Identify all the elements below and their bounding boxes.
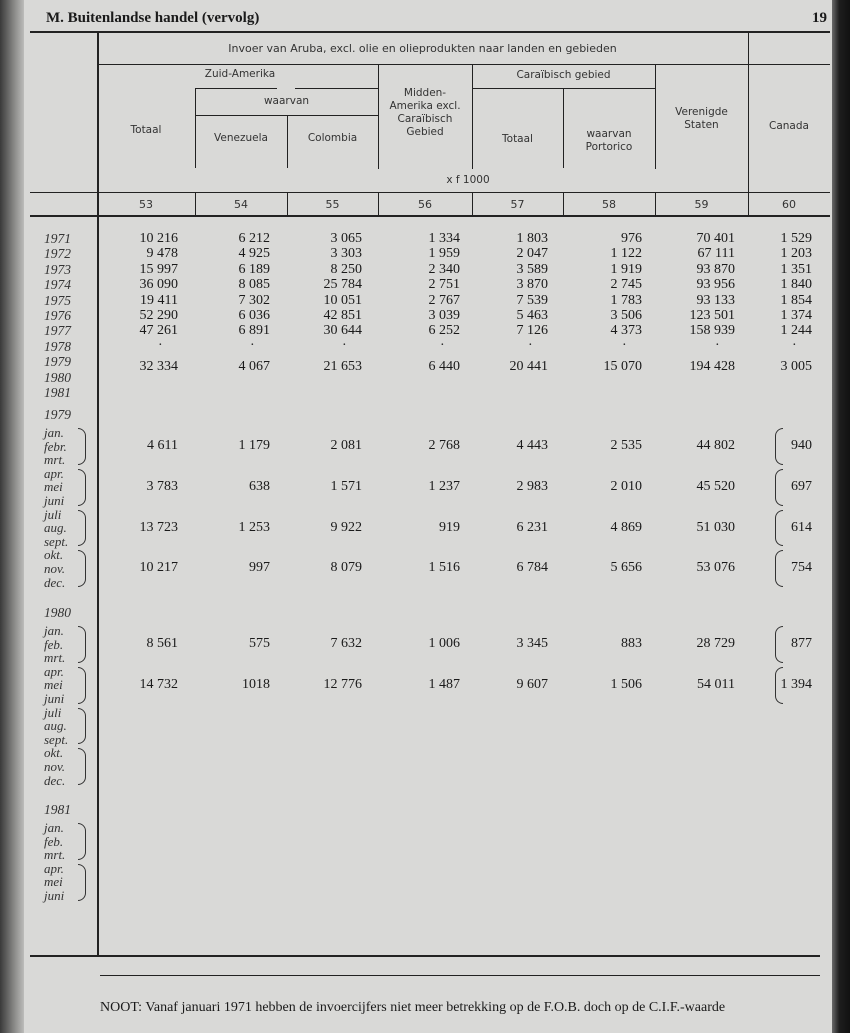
table-cell: 20 441 xyxy=(509,359,548,375)
table-cell: 1 529 xyxy=(780,231,812,246)
table-cell: 51 030 xyxy=(696,519,735,535)
table-cell: 4 925 xyxy=(238,246,270,262)
table-cell: 2 010 xyxy=(610,478,642,494)
table-cell: 1 394 xyxy=(780,676,812,692)
table-cell: 42 851 xyxy=(323,308,362,323)
totaal-header: Totaal xyxy=(130,124,162,136)
table-cell: 1018 xyxy=(242,676,270,692)
quarter-brace xyxy=(775,626,783,663)
month-label: apr. xyxy=(44,465,64,481)
col-rule xyxy=(655,193,656,215)
colnum-rule xyxy=(30,215,830,217)
col-rule xyxy=(563,193,564,215)
year-label: 1981 xyxy=(44,802,71,817)
table-cell: 754 xyxy=(791,560,812,576)
venezuela-header: Venezuela xyxy=(214,132,268,144)
table-cell: 1 803 xyxy=(516,231,548,246)
year-label: 1976 xyxy=(44,308,71,323)
header-rule xyxy=(195,88,277,89)
table-cell: 1 122 xyxy=(610,246,642,262)
month-label: dec. xyxy=(44,772,66,788)
month-label: mei xyxy=(44,874,63,890)
month-label: mei xyxy=(44,479,63,495)
table-cell: 8 085 xyxy=(238,277,270,293)
table-cell: 9 607 xyxy=(516,676,548,692)
month-label: jan. xyxy=(44,425,64,440)
table-cell: 3 783 xyxy=(146,478,178,494)
table-cell: 2 340 xyxy=(428,261,460,277)
year-label: 1979 xyxy=(44,354,71,370)
table-cell: 8 561 xyxy=(146,636,178,651)
table-cell: 3 870 xyxy=(516,277,548,293)
table-cell: 30 644 xyxy=(323,323,362,339)
footnote: NOOT: Vanaf januari 1971 hebben de invoercijfers niet meer betrekking op de F.O.B. doch op de C.I.F.-waarde xyxy=(100,1000,726,1015)
table-cell: 997 xyxy=(249,560,270,576)
table-cell: 47 261 xyxy=(139,323,178,339)
table-cell: 4 443 xyxy=(516,438,548,453)
table-cell: 3 345 xyxy=(516,636,548,651)
month-label: mrt. xyxy=(44,650,66,666)
month-label: juni xyxy=(44,493,65,508)
caraibisch-header: Caraïbisch gebied xyxy=(516,69,611,81)
table-cell: 7 539 xyxy=(516,292,548,308)
year-label: 1978 xyxy=(44,338,71,354)
month-label: juni xyxy=(44,691,65,706)
table-cell: 2 745 xyxy=(610,277,642,293)
table-cell: 2 535 xyxy=(610,438,642,453)
table-cell: 12 776 xyxy=(323,676,362,692)
table-cell: 4 373 xyxy=(610,323,642,339)
table-cell: 940 xyxy=(791,438,812,453)
month-label: mei xyxy=(44,677,63,693)
column-number: 53 xyxy=(139,198,153,211)
month-label: sept. xyxy=(44,731,69,747)
col-rule xyxy=(195,193,196,215)
table-cell: 52 290 xyxy=(139,308,178,323)
no-data-dot: · xyxy=(528,337,533,353)
table-cell: 4 869 xyxy=(610,519,642,535)
year-label: 1972 xyxy=(44,246,71,262)
table-cell: 4 611 xyxy=(147,438,178,453)
table-cell: 10 217 xyxy=(139,560,178,576)
table-cell: 7 632 xyxy=(330,636,362,651)
table-cell: 2 768 xyxy=(428,438,460,453)
table-cell: 575 xyxy=(249,636,270,651)
table-cell: 14 732 xyxy=(139,676,178,692)
table-cell: 9 478 xyxy=(146,246,178,262)
table-cell: 638 xyxy=(249,478,270,494)
main-title: Invoer van Aruba, excl. olie en olieprodukten naar landen en gebieden xyxy=(228,42,617,55)
quarter-brace xyxy=(78,708,86,745)
table-cell: 883 xyxy=(621,636,642,651)
unit-label: x f 1000 xyxy=(446,174,490,186)
table-cell: 8 079 xyxy=(330,560,362,576)
table-cell: 44 802 xyxy=(696,438,735,453)
table-cell: 53 076 xyxy=(696,560,735,576)
page-number: 19 xyxy=(812,10,827,26)
table-cell: 36 090 xyxy=(139,277,178,293)
table-cell: 5 463 xyxy=(516,308,548,323)
month-label: apr. xyxy=(44,663,64,679)
table-cell: 10 051 xyxy=(323,292,362,308)
table-cell: 614 xyxy=(791,519,812,535)
table-cell: 1 919 xyxy=(610,261,642,277)
section-title: M. Buitenlandse handel (vervolg) xyxy=(46,10,260,26)
year-label: 1974 xyxy=(44,277,71,293)
quarter-brace xyxy=(78,626,86,663)
canada-header: Canada xyxy=(769,120,809,132)
table-cell: 1 516 xyxy=(428,560,460,576)
table-cell: 877 xyxy=(791,636,812,651)
table-cell: 3 303 xyxy=(330,246,362,262)
year-label: 1971 xyxy=(44,231,71,246)
no-data-dot: · xyxy=(715,337,720,353)
table-cell: 25 784 xyxy=(323,277,362,293)
year-label: 1980 xyxy=(44,605,71,620)
month-label: jan. xyxy=(44,820,64,835)
table-cell: 3 589 xyxy=(516,261,548,277)
colombia-header: Colombia xyxy=(307,132,358,144)
no-data-dot: · xyxy=(440,337,445,353)
table-cell: 93 133 xyxy=(696,292,735,308)
year-label: 1980 xyxy=(44,369,71,385)
table-cell: 976 xyxy=(621,231,642,246)
table-cell: 158 939 xyxy=(689,323,735,339)
no-data-dot: · xyxy=(158,337,163,353)
table-cell: 697 xyxy=(791,478,812,494)
table-cell: 5 656 xyxy=(610,560,642,576)
table-cell: 9 922 xyxy=(330,519,362,535)
quarter-brace xyxy=(78,823,86,860)
no-data-dot: · xyxy=(342,337,347,353)
table-cell: 2 751 xyxy=(428,277,460,293)
binding-edge xyxy=(832,0,850,1033)
table-cell: 1 179 xyxy=(238,438,270,453)
quarter-brace xyxy=(78,667,86,704)
month-label: feb. xyxy=(44,636,64,652)
table-cell: 7 126 xyxy=(516,323,548,339)
table-cell: 3 506 xyxy=(610,308,642,323)
table-cell: 1 840 xyxy=(780,277,812,293)
year-label: 1973 xyxy=(44,261,71,277)
month-label: juli xyxy=(44,506,62,522)
table-cell: 45 520 xyxy=(696,478,735,494)
column-number: 59 xyxy=(694,198,709,211)
table-cell: 123 501 xyxy=(689,308,735,323)
note-rule xyxy=(100,975,820,976)
table-cell: 70 401 xyxy=(696,231,735,246)
quarter-brace xyxy=(78,550,86,587)
table-cell: 6 252 xyxy=(428,323,460,339)
quarter-brace xyxy=(775,550,783,587)
month-label: febr. xyxy=(44,438,67,454)
col-rule xyxy=(472,193,473,215)
table-cell: 3 039 xyxy=(428,308,460,323)
col-rule xyxy=(378,193,379,215)
portorico-header: waarvan Portorico xyxy=(585,128,633,153)
column-number: 55 xyxy=(325,198,340,211)
table-cell: 1 244 xyxy=(780,323,812,339)
table-cell: 28 729 xyxy=(696,636,735,651)
quarter-brace xyxy=(78,864,86,901)
colnum-rule xyxy=(30,192,830,193)
table-cell: 1 237 xyxy=(428,478,460,494)
month-label: aug. xyxy=(44,718,67,734)
col-rule xyxy=(748,193,749,215)
waarvan-header: waarvan xyxy=(263,95,310,107)
month-label: nov. xyxy=(44,561,66,576)
previous-page-edge xyxy=(0,0,24,1033)
month-label: aug. xyxy=(44,520,67,536)
table-cell: 2 983 xyxy=(516,478,548,494)
car-totaal-header: Totaal xyxy=(502,133,533,145)
table-cell: 3 065 xyxy=(330,231,362,246)
bottom-rule xyxy=(30,955,820,957)
table-cell: 6 891 xyxy=(238,323,270,339)
column-number: 57 xyxy=(510,198,525,211)
quarter-brace xyxy=(78,469,86,506)
quarter-brace xyxy=(78,428,86,465)
quarter-brace xyxy=(775,510,783,547)
table-cell: 6 189 xyxy=(238,261,270,277)
month-label: juli xyxy=(44,704,62,720)
month-label: mrt. xyxy=(44,452,66,468)
table-cell: 4 067 xyxy=(238,359,270,375)
quarter-brace xyxy=(78,748,86,785)
table-left-rule xyxy=(97,33,99,955)
month-label: dec. xyxy=(44,574,66,590)
col-rule xyxy=(287,193,288,215)
month-label: okt. xyxy=(44,547,64,563)
month-label: okt. xyxy=(44,745,64,761)
vs-header: Verenigde Staten xyxy=(675,106,728,131)
table-cell: 6 231 xyxy=(516,519,548,535)
month-label: feb. xyxy=(44,833,64,849)
table-cell: 1 374 xyxy=(780,308,812,323)
table-cell: 7 302 xyxy=(238,292,270,308)
month-label: juni xyxy=(44,888,65,903)
no-data-dot: · xyxy=(622,337,627,353)
month-label: sept. xyxy=(44,533,69,549)
zuid-amerika-header: Zuid-Amerika xyxy=(204,68,276,80)
table-cell: 2 081 xyxy=(330,438,362,453)
table-cell: 19 411 xyxy=(140,292,178,308)
table-cell: 6 784 xyxy=(516,560,548,576)
table-cell: 6 036 xyxy=(238,308,270,323)
year-label: 1979 xyxy=(44,407,71,422)
table-cell: 3 005 xyxy=(780,359,812,375)
table-cell: 2 047 xyxy=(516,246,548,262)
table-cell: 2 767 xyxy=(428,292,460,308)
table-cell: 1 203 xyxy=(780,246,812,262)
table-cell: 919 xyxy=(439,519,460,535)
table-cell: 67 111 xyxy=(697,246,735,262)
header-rule xyxy=(97,64,830,65)
table-cell: 13 723 xyxy=(139,519,178,535)
header-rule xyxy=(295,88,378,89)
table-cell: 1 571 xyxy=(330,478,362,494)
table-cell: 1 334 xyxy=(428,231,460,246)
table-cell: 93 870 xyxy=(696,261,735,277)
month-label: jan. xyxy=(44,623,64,638)
month-label: nov. xyxy=(44,759,66,774)
table-cell: 1 506 xyxy=(610,676,642,692)
table-cell: 1 783 xyxy=(610,292,642,308)
table-cell: 1 253 xyxy=(238,519,270,535)
column-number: 56 xyxy=(418,198,432,211)
table-cell: 1 487 xyxy=(428,676,460,692)
column-number: 54 xyxy=(234,198,248,211)
table-cell: 6 440 xyxy=(428,359,460,375)
year-label: 1981 xyxy=(44,385,71,400)
quarter-brace xyxy=(775,428,783,465)
table-cell: 194 428 xyxy=(689,359,735,375)
month-label: mrt. xyxy=(44,847,66,863)
table-cell: 32 334 xyxy=(139,359,178,375)
midden-amerika-header: Midden- Amerika excl. Caraïbisch Gebied xyxy=(389,87,461,138)
table-cell: 1 351 xyxy=(780,261,812,277)
table-cell: 15 997 xyxy=(139,261,178,277)
table-cell: 21 653 xyxy=(323,359,362,375)
year-label: 1975 xyxy=(44,292,71,308)
table-cell: 10 216 xyxy=(139,231,178,246)
table-cell: 6 212 xyxy=(238,231,270,246)
table-cell: 1 006 xyxy=(428,636,460,651)
no-data-dot: · xyxy=(792,337,797,353)
quarter-brace xyxy=(78,510,86,547)
table-cell: 15 070 xyxy=(603,359,642,375)
quarter-brace xyxy=(775,469,783,506)
column-number: 60 xyxy=(782,198,796,211)
column-number: 58 xyxy=(602,198,616,211)
table-cell: 54 011 xyxy=(697,676,735,692)
table-cell: 93 956 xyxy=(696,277,735,293)
table-cell: 1 959 xyxy=(428,246,460,262)
table-cell: 1 854 xyxy=(780,292,812,308)
month-label: apr. xyxy=(44,860,64,876)
table-cell: 8 250 xyxy=(330,261,362,277)
year-label: 1977 xyxy=(44,323,71,339)
no-data-dot: · xyxy=(250,337,255,353)
top-rule xyxy=(30,31,830,33)
